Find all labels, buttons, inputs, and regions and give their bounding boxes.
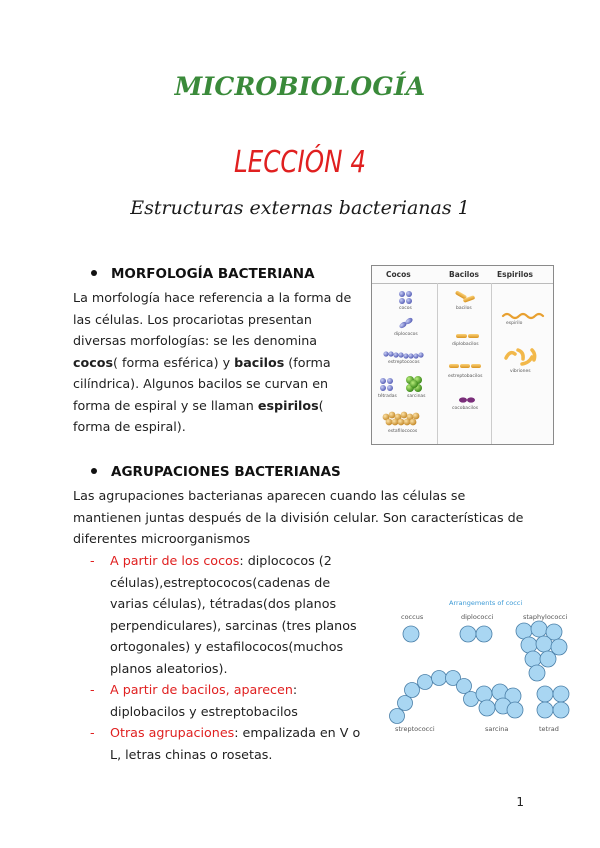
arrangements-drawing [385, 596, 573, 744]
diplococcus-icon [398, 317, 413, 330]
section-morfologia-heading-text: MORFOLOGÍA BACTERIANA [111, 266, 315, 282]
label-coccus: coccus [401, 613, 424, 621]
diplococci-icon [460, 626, 492, 642]
label-cocos: cocos [399, 306, 412, 311]
label-tetradas: tétradas [378, 394, 397, 399]
arrangements-figure [385, 596, 573, 744]
label-cocobacilos: cocobacilos [452, 406, 479, 411]
streptococcus-icon [383, 351, 423, 358]
sarcina-cube-icon [476, 684, 523, 718]
morphology-drawing [372, 266, 553, 444]
coccus-single-icon [403, 626, 419, 642]
figure-header-bacilos: Bacilos [449, 270, 479, 279]
label-vibriones: vibriones [510, 369, 531, 374]
streptococci-icon [390, 671, 479, 724]
label-estreptobacilos: estreptobacilos [448, 374, 483, 379]
label-streptococci: streptococci [395, 725, 435, 733]
bullet-icon [91, 270, 97, 276]
label-tetrad: tetrad [539, 725, 559, 733]
agrupaciones-list [90, 550, 372, 765]
sarcina-icon [406, 376, 422, 392]
label-staphylococci: staphylococci [523, 613, 568, 621]
figure-header-cocos: Cocos [386, 270, 411, 279]
lesson-subtitle: Estructuras externas bacterianas 1 [130, 197, 470, 219]
section-morfologia-heading [91, 266, 315, 282]
staphylococci-icon [516, 621, 567, 681]
label-diplococci: diplococci [461, 613, 494, 621]
label-estreptococos: estreptococos [388, 360, 420, 365]
bacillus-icon [455, 290, 476, 303]
document-title: MICROBIOLOGÍA [174, 72, 426, 101]
list-item: - A partir de los cocos: diplococos (2 células),estreptococos(cadenas de varias células), tétradas(dos planos perpendiculares), sarcinas (tres planos ortogonales) y estafilococos(muchos planos aleatorios). [90, 553, 357, 676]
spirillum-icon [503, 314, 543, 318]
label-espirilo: espirilo [506, 321, 523, 326]
tetrad-square-icon [537, 686, 569, 718]
diplobacillus-icon [456, 334, 479, 338]
page-number: 1 [516, 795, 524, 809]
streptobacillus-icon [449, 364, 481, 368]
vibrio-icon [506, 350, 535, 364]
label-estafilococos: estafilococos [388, 429, 418, 434]
list-item: - Otras agrupaciones: empalizada en V o L, letras chinas o rosetas. [90, 725, 361, 762]
tetrad-icon [380, 378, 393, 391]
section-agrupaciones-heading [91, 464, 341, 480]
label-diplobacilos: diplobacilos [452, 342, 479, 347]
label-sarcina: sarcina [485, 725, 509, 733]
agrupaciones-intro: Las agrupaciones bacterianas aparecen cuando las células se mantienen juntas después de la división celular. Son características de diferentes microorganismos [73, 488, 524, 546]
section-agrupaciones-heading-text: AGRUPACIONES BACTERIANAS [111, 464, 341, 480]
morphology-figure [371, 265, 554, 445]
label-sarcinas: sarcinas [407, 394, 426, 399]
bullet-icon [91, 468, 97, 474]
coccus-icon [399, 291, 412, 304]
lesson-title: LECCIÓN 4 [233, 145, 367, 180]
coccobacillus-icon [459, 397, 475, 402]
morfologia-paragraph: La morfología hace referencia a la forma de las células. Los procariotas presentan diversas morfologías: se les denomina cocos( forma esférica) y bacilos (forma cilíndrica). Algunos bacilos se curvan en forma de espiral y se llaman espirilos( forma de espiral). [73, 290, 352, 434]
arrangements-figure-title: Arrangements of cocci [449, 599, 523, 607]
label-bacilos: bacilos [456, 306, 472, 311]
staphylococcus-icon [383, 412, 420, 426]
label-diplococos: diplococos [394, 332, 418, 337]
figure-header-espirilos: Espirilos [497, 270, 533, 279]
list-item: - A partir de bacilos, aparecen: diplobacilos y estreptobacilos [90, 682, 298, 719]
